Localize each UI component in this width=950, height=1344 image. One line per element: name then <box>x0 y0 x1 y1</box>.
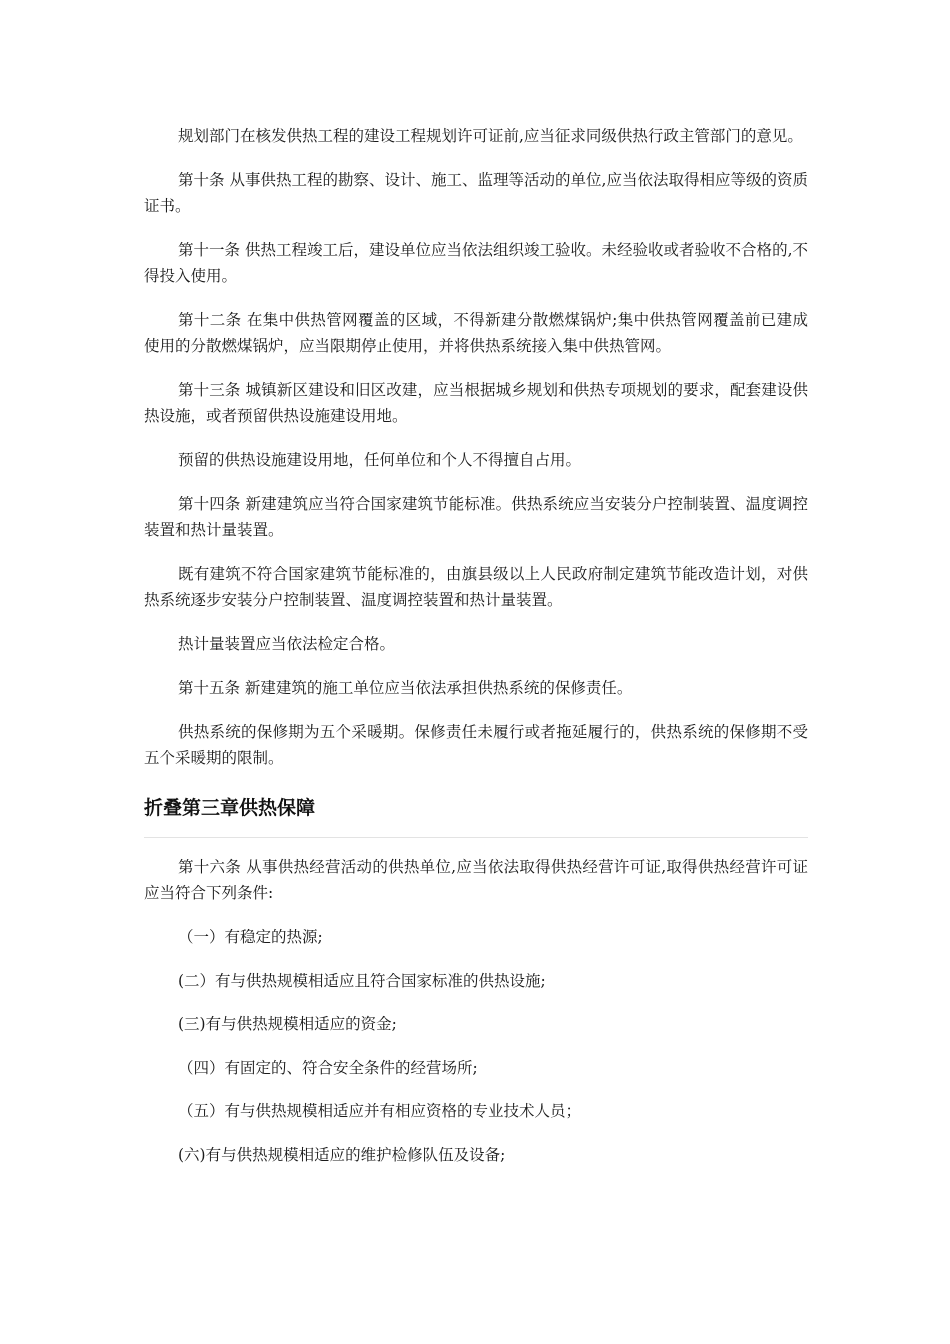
condition-item: (三)有与供热规模相适应的资金; <box>178 1015 397 1033</box>
paragraph: 热计量装置应当依法检定合格。 <box>178 635 396 653</box>
paragraph: 第十条 从事供热工程的勘察、设计、施工、监理等活动的单位,应当依法取得相应等级的资质证书。 <box>144 171 808 215</box>
section-heading: 折叠第三章供热保障 <box>144 797 316 819</box>
paragraph: 第十三条 城镇新区建设和旧区改建，应当根据城乡规划和供热专项规划的要求，配套建设供热设施，或者预留供热设施建设用地。 <box>144 381 808 425</box>
paragraph: 第十五条 新建建筑的施工单位应当依法承担供热系统的保修责任。 <box>178 679 633 697</box>
paragraph: 既有建筑不符合国家建筑节能标准的，由旗县级以上人民政府制定建筑节能改造计划，对供热系统逐步安装分户控制装置、温度调控装置和热计量装置。 <box>144 565 808 609</box>
paragraph: 规划部门在核发供热工程的建设工程规划许可证前,应当征求同级供热行政主管部门的意见。 <box>178 127 803 145</box>
condition-item: (六)有与供热规模相适应的维护检修队伍及设备; <box>178 1145 506 1164</box>
paragraph: 第十六条 从事供热经营活动的供热单位,应当依法取得供热经营许可证,取得供热经营许可证应当符合下列条件: <box>144 858 808 902</box>
section-divider <box>144 837 808 838</box>
condition-item: （五）有与供热规模相适应并有相应资格的专业技术人员； <box>178 1102 582 1120</box>
paragraph: 第十二条 在集中供热管网覆盖的区域，不得新建分散燃煤锅炉;集中供热管网覆盖前已建成使用的分散燃煤锅炉，应当限期停止使用，并将供热系统接入集中供热管网。 <box>144 311 808 355</box>
condition-item: （一）有稳定的热源; <box>178 928 323 946</box>
paragraph: 第十一条 供热工程竣工后，建设单位应当依法组织竣工验收。未经验收或者验收不合格的,不得投入使用。 <box>144 241 808 285</box>
paragraph: 第十四条 新建建筑应当符合国家建筑节能标准。供热系统应当安装分户控制装置、温度调控装置和热计量装置。 <box>144 495 808 539</box>
paragraph: 预留的供热设施建设用地，任何单位和个人不得擅自占用。 <box>178 451 582 469</box>
condition-item: （四）有固定的、符合安全条件的经营场所; <box>178 1058 478 1077</box>
document-body <box>144 123 808 1185</box>
condition-item: (二）有与供热规模相适应且符合国家标准的供热设施; <box>178 971 546 990</box>
paragraph: 供热系统的保修期为五个采暖期。保修责任未履行或者拖延履行的，供热系统的保修期不受五个采暖期的限制。 <box>144 723 808 767</box>
